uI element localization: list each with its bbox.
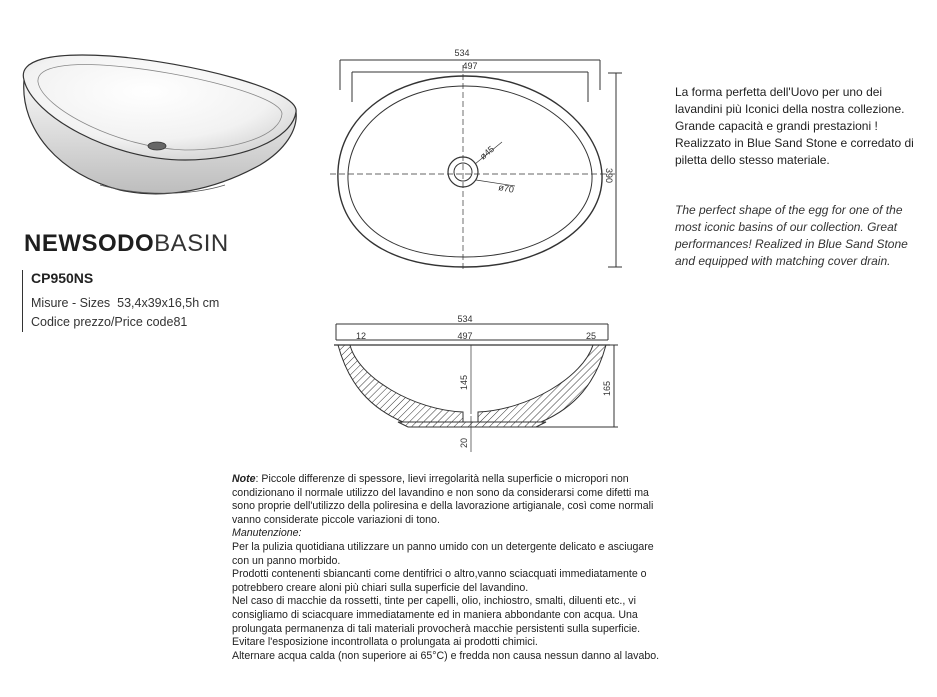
sec-dim-total-height: 165	[602, 380, 612, 396]
section-shell-right	[478, 345, 606, 422]
notes-section	[232, 473, 664, 663]
maintenance-p2: Prodotti contenenti sbiancanti come dentifrici o altro,vanno sciacquati immediatamente o potrebbero creare aloni più chiari sulla superficie del lavandino.	[232, 568, 647, 594]
product-name-bold: NEWSODO	[24, 230, 155, 257]
dim-depth: 390	[604, 168, 614, 184]
dim-drain-inner: ø45	[477, 143, 497, 162]
sec-dim-base-height: 20	[459, 437, 469, 448]
product-title	[24, 230, 229, 258]
product-name-light: BASIN	[154, 230, 229, 257]
drain-icon	[148, 142, 166, 150]
basin-outline-inner	[348, 86, 592, 257]
section-base	[398, 422, 546, 427]
description-it: La forma perfetta dell'Uovo per uno dei lavandini più Iconici della nostra collezione. Grande capacità e grandi prestazioni ! Realizzato in Blue Sand Stone e corredato di piletta dello stesso materiale.	[675, 85, 914, 167]
maintenance-p4: Alternare acqua calda (non superiore ai 65°C) e fredda non causa nessun danno al lavabo.	[232, 649, 660, 662]
top-view-drawing	[330, 40, 630, 275]
basin-illustration	[0, 0, 310, 215]
dim-outer-width: 534	[454, 48, 470, 58]
sec-dim-rim-right: 25	[586, 331, 597, 341]
price-label: Codice prezzo/Price code	[31, 315, 174, 329]
sizes-label: Misure - Sizes	[31, 296, 111, 310]
dim-drain-outer: ø70	[497, 182, 515, 195]
product-info	[22, 270, 219, 332]
section-view-drawing	[328, 312, 618, 452]
price-line	[31, 313, 219, 332]
sec-dim-inner-width: 497	[457, 331, 473, 341]
description-en: The perfect shape of the egg for one of the most iconic basins of our collection. Great performances! Realized in Blue Sand Stone and equipped with matching cover drain.	[675, 203, 908, 268]
note-label: Note	[232, 473, 256, 485]
product-code: CP950NS	[31, 270, 94, 286]
sec-dim-outer-width: 534	[457, 314, 473, 324]
sizes-value: 53,4x39x16,5h cm	[117, 296, 220, 310]
dim-inner-width: 497	[462, 61, 478, 71]
note-text: : Piccole differenze di spessore, lievi irregolarità nella superficie o micropori non condizionano il normale utilizzo del lavandino e non sono da considerarsi come difetti ma sono proprie dell'utilizzo della poliresina e della lavorazione artigianale, così come normali vanno considerate piccole variazioni di tono.	[232, 473, 654, 526]
price-value: 81	[173, 315, 188, 329]
section-shell	[338, 345, 463, 422]
sec-dim-rim-left: 12	[356, 331, 367, 341]
maintenance-p1: Per la pulizia quotidiana utilizzare un panno umido con un detergente delicato e asciugare con un panno morbido.	[232, 540, 654, 567]
note-paragraph	[232, 473, 664, 527]
sizes-line	[31, 294, 219, 313]
maintenance-p3: Nel caso di macchie da rossetti, tinte per capelli, olio, inchiostro, smalti, diluenti etc., vi consigliamo di sciacquare immediatamente ed in maniera abbondante con acqua. Una prolungata permanenza di tali materiali provocherà macchie persistenti sulla superficie. Evitare l'esposizione incontrollata o prolungata ai prodotti chimici.	[232, 595, 641, 649]
basin-outline-outer	[338, 76, 602, 267]
sec-dim-inner-depth: 145	[459, 374, 469, 390]
maintenance-label: Manutenzione:	[232, 527, 302, 540]
